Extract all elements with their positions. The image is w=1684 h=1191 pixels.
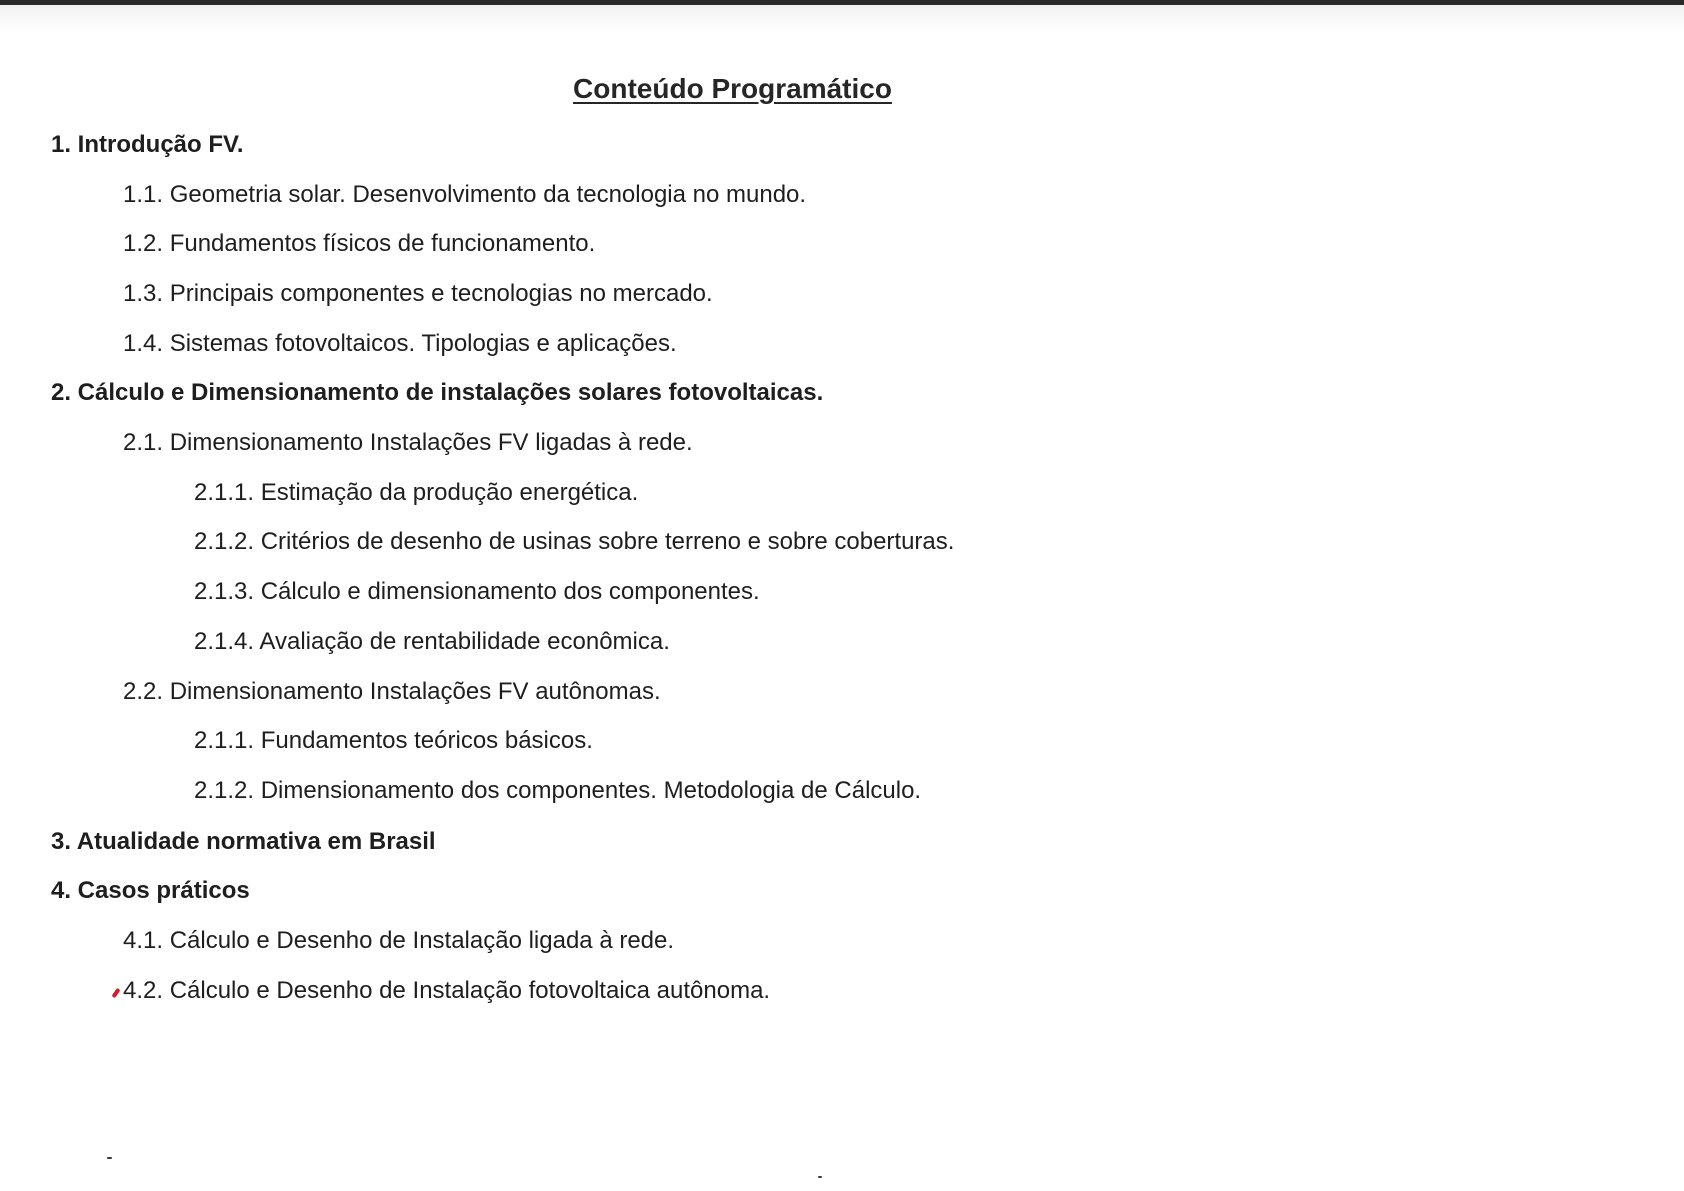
item-1-1: 1.1. Geometria solar. Desenvolvimento da tecnologia no mundo. (123, 181, 807, 208)
item-2-1-2: 2.1.2. Critérios de desenho de usinas sobre terreno e sobre coberturas. (194, 528, 955, 555)
item-2-1-3: 2.1.3. Cálculo e dimensionamento dos componentes. (194, 578, 760, 605)
item-1-2: 1.2. Fundamentos físicos de funcionamento. (123, 230, 596, 257)
item-2-2: 2.2. Dimensionamento Instalações FV autônomas. (123, 678, 661, 705)
section-4-heading: 4. Casos práticos (51, 877, 250, 904)
red-pen-mark (111, 988, 120, 998)
scan-speck (818, 1176, 822, 1178)
item-4-1: 4.1. Cálculo e Desenho de Instalação ligada à rede. (123, 927, 675, 954)
item-2-2-2: 2.1.2. Dimensionamento dos componentes. Metodologia de Cálculo. (194, 777, 922, 804)
item-2-1: 2.1. Dimensionamento Instalações FV ligadas à rede. (123, 429, 693, 456)
item-2-1-4: 2.1.4. Avaliação de rentabilidade econômica. (194, 628, 670, 655)
item-4-2: 4.2. Cálculo e Desenho de Instalação fotovoltaica autônoma. (123, 977, 771, 1004)
section-1-heading: 1. Introdução FV. (51, 131, 244, 158)
section-2-heading: 2. Cálculo e Dimensionamento de instalações solares fotovoltaicas. (51, 379, 824, 406)
scan-speck (107, 1157, 112, 1159)
page-title: Conteúdo Programático (573, 73, 892, 104)
item-2-1-1: 2.1.1. Estimação da produção energética. (194, 479, 639, 506)
item-2-2-1: 2.1.1. Fundamentos teóricos básicos. (194, 727, 593, 754)
item-1-4: 1.4. Sistemas fotovoltaicos. Tipologias e aplicações. (123, 330, 677, 357)
section-3-heading: 3. Atualidade normativa em Brasil (51, 828, 436, 855)
item-1-3: 1.3. Principais componentes e tecnologias no mercado. (123, 280, 713, 307)
